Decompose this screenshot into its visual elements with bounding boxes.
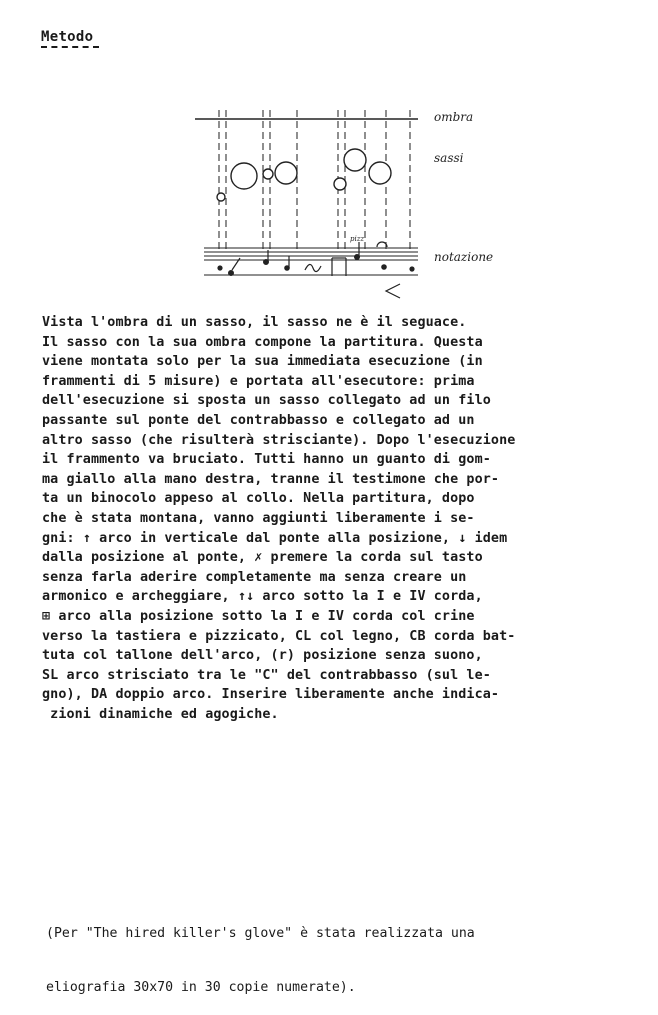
stone-1 <box>217 193 225 201</box>
stone-2 <box>231 163 257 189</box>
label-sassi: sassi <box>434 151 464 165</box>
page-title-text: Metodo <box>41 29 94 45</box>
stone-5 <box>334 178 346 190</box>
stone-7 <box>369 162 391 184</box>
method-text <box>42 313 642 724</box>
staff <box>204 248 418 275</box>
text-line: verso la tastiera e pizzicato, CL col legno, CB corda bat- <box>42 628 516 644</box>
text-line: passante sul ponte del contrabbasso e collegato ad un <box>42 412 475 428</box>
text-line: ma giallo alla mano destra, tranne il testimone che por- <box>42 471 500 487</box>
text-line: gni: ↑ arco in verticale dal ponte alla posizione, ↓ idem <box>42 530 508 546</box>
text-line: gno), DA doppio arco. Inserire liberamente anche indica- <box>42 687 500 703</box>
footnote-line: eliografia 30x70 in 30 copie numerate). <box>46 980 356 995</box>
label-notazione: notazione <box>434 250 494 264</box>
stone-3 <box>263 169 273 179</box>
text-line: che è stata montana, vanno aggiunti liberamente i se- <box>42 510 475 526</box>
text-line: ⊞ arco alla posizione sotto la I e IV corda col crine <box>42 608 475 624</box>
title-underline <box>41 46 99 48</box>
text-line: senza farla aderire completamente ma senza creare un <box>42 569 467 585</box>
text-line: Vista l'ombra di un sasso, il sasso ne è il seguace. <box>42 315 467 330</box>
text-line: Il sasso con la sua ombra compone la partitura. Questa <box>42 334 483 350</box>
pizz-mark: pizz <box>350 235 365 243</box>
text-line: SL arco strisciato tra le "C" del contrabbasso (sul le- <box>42 667 491 683</box>
text-line: il frammento va bruciato. Tutti hanno un guanto di gom- <box>42 452 491 468</box>
text-line: altro sasso (che risulterà strisciante). Dopo l'esecuzione <box>42 432 516 448</box>
text-line: dalla posizione al ponte, ✗ premere la corda sul tasto <box>42 550 483 566</box>
score-diagram <box>190 100 520 300</box>
text-line: viene montata solo per la sua immediata esecuzione (in <box>42 354 483 370</box>
text-line: armonico e archeggiare, ↑↓ arco sotto la I e IV corda, <box>42 589 483 605</box>
footnote <box>46 889 626 1015</box>
stone-4 <box>275 162 297 184</box>
text-line: dell'esecuzione si sposta un sasso collegato ad un filo <box>42 393 491 409</box>
text-line: frammenti di 5 misure) e portata all'esecutore: prima <box>42 373 475 389</box>
footnote-line: (Per "The hired killer's glove" è stata realizzata una <box>46 926 475 941</box>
stone-6 <box>344 149 366 171</box>
text-line: zioni dinamiche ed agogiche. <box>42 706 279 722</box>
text-line: tuta col tallone dell'arco, (r) posizione senza suono, <box>42 648 483 664</box>
notation-marks <box>218 242 414 298</box>
text-line: ta un binocolo appeso al collo. Nella partitura, dopo <box>42 491 475 507</box>
label-ombra: ombra <box>434 110 474 124</box>
page-title <box>41 29 99 48</box>
